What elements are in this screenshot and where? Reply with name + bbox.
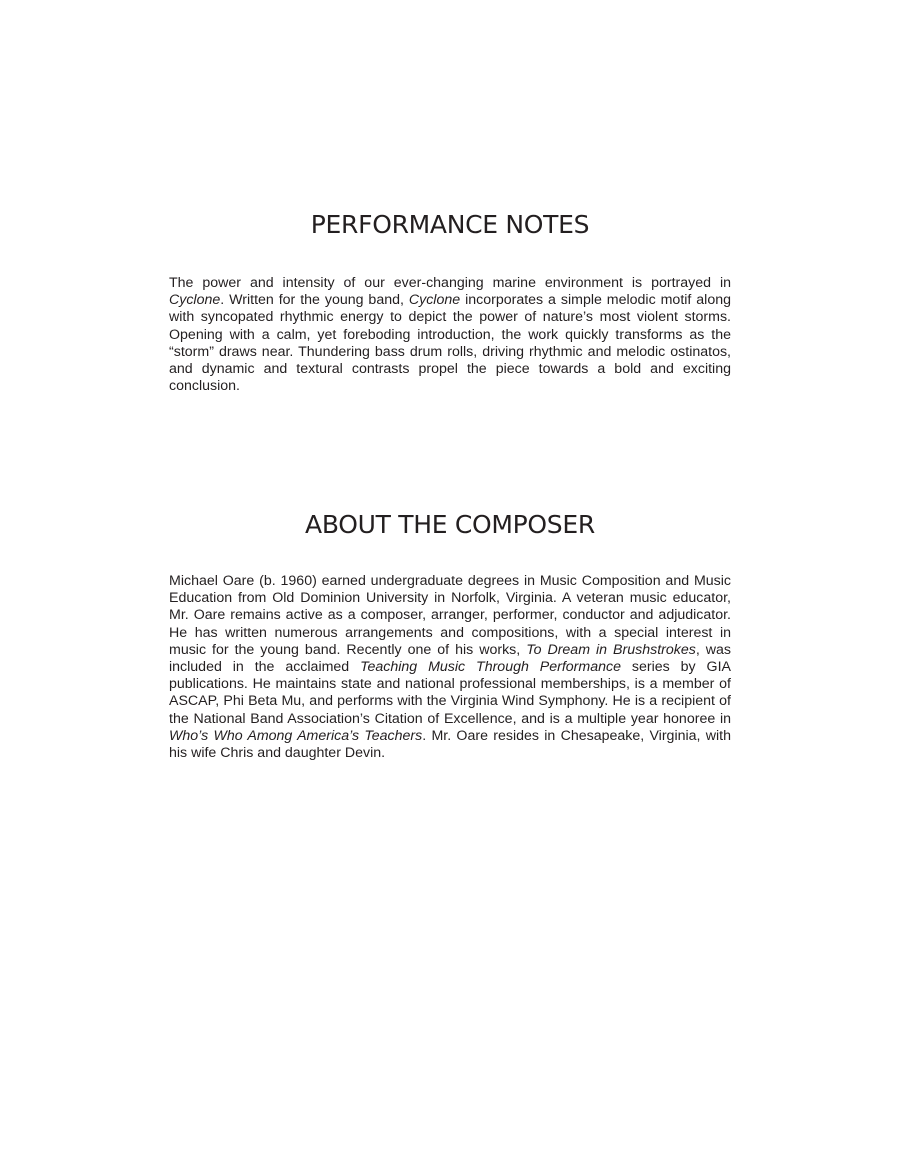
performance-notes-heading: PERFORMANCE NOTES <box>310 210 590 239</box>
about-composer-heading: ABOUT THE COMPOSER <box>305 510 595 539</box>
italic-title-text: Cyclone <box>169 292 221 309</box>
body-text-run: series by GIA publications. He maintains state and national professional memberships, is a member of ASCAP, Phi Beta Mu, and performs with the Virginia Wind Symphony. He is a recipient of the National Band Association’s Citation of Excellence, and is a multiple year honoree in <box>169 659 731 727</box>
body-text-run: incorporates a simple melodic motif along with syncopated rhythmic energy to depict the power of nature’s most violent storms. Opening with a calm, yet foreboding introduction, the work quickly transforms as the “storm” draws near. Thundering bass drum rolls, driving rhythmic and melodic ostinatos, and dynamic and textural contrasts propel the piece towards a bold and exciting conclusion. <box>169 292 731 395</box>
performance-notes-paragraph <box>169 275 731 395</box>
italic-title-text: Cyclone <box>408 292 461 309</box>
italic-title-text: Teaching Music Through Performance <box>360 659 621 676</box>
italic-title-text: To Dream in Brushstrokes <box>526 641 696 658</box>
body-text-run: The power and intensity of our ever-changing marine environment is portrayed in <box>169 275 731 291</box>
body-text-run: Michael Oare (b. 1960) earned undergraduate degrees in Music Composition and Music Education from Old Dominion University in Norfolk, Virginia. A veteran music educator, Mr. Oare remains active as a composer, arranger, performer, conductor and adjudicator. He has written numerous arrangements and compositions, with a special interest in music for the young band. Recently one of his works, <box>169 573 731 658</box>
body-text-run: . Written for the young band, <box>220 292 409 309</box>
about-composer-paragraph <box>169 573 731 762</box>
body-text-run: , was included in the acclaimed <box>169 641 731 676</box>
body-text-run: . Mr. Oare resides in Chesapeake, Virginia, with his wife Chris and daughter Devin. <box>169 727 731 762</box>
italic-title-text: Who’s Who Among America’s Teachers <box>169 727 423 744</box>
